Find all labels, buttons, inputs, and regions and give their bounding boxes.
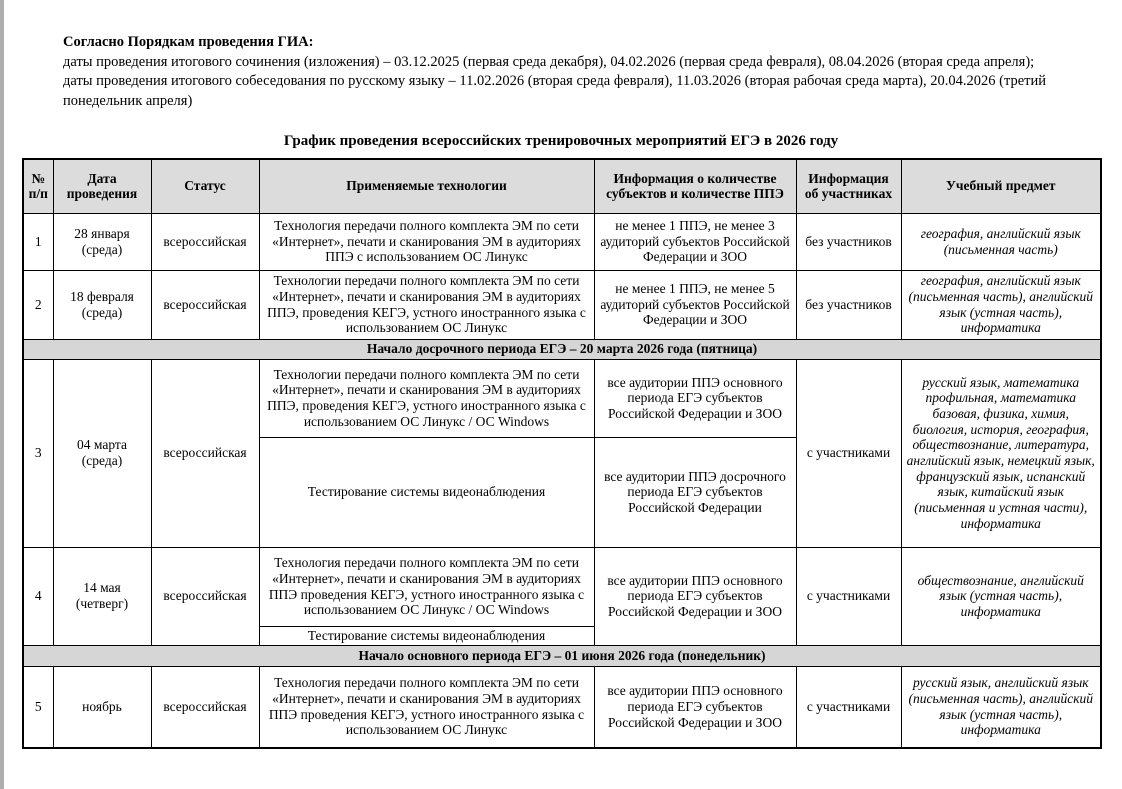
table-title: График проведения всероссийских тренировочных мероприятий ЕГЭ в 2026 году <box>283 133 839 149</box>
col-header-tech: Применяемые технологии <box>259 159 594 213</box>
table-row-3a <box>23 359 1101 437</box>
section-row-early-period <box>23 339 1101 359</box>
row2-date-cell: 18 февраля (среда) <box>53 270 151 339</box>
row2-tech-cell: Технологии передачи полного комплекта ЭМ по сети «Интернет», печати и сканирования ЭМ в аудиториях ППЭ, проведения КЕГЭ, устного иностранного языка с использованием ОС Линукс <box>259 270 594 339</box>
row2-num-cell: 2 <box>23 270 53 339</box>
row3-tech-a-cell: Технологии передачи полного комплекта ЭМ по сети «Интернет», печати и сканирования ЭМ в аудиториях ППЭ, проведения КЕГЭ, устного иностранного языка с использованием ОС Линукс / ОС Windows <box>259 359 594 437</box>
row1-info-cell: не менее 1 ППЭ, не менее 3 аудиторий субъектов Российской Федерации и ЗОО <box>594 213 796 270</box>
row1-participants-cell: без участников <box>796 213 901 270</box>
row3-tech-b-cell: Тестирование системы видеонаблюдения <box>259 437 594 547</box>
row5-subject-cell: русский язык, английский язык (письменная часть), английский язык (устная часть), информатика <box>901 666 1101 748</box>
row4-date-cell: 14 мая (четверг) <box>53 547 151 645</box>
section-early-period-label: Начало досрочного периода ЕГЭ – 20 марта 2026 года (пятница) <box>23 339 1101 359</box>
col-header-info: Информация о количестве субъектов и количестве ППЭ <box>594 159 796 213</box>
row4-participants-cell: с участниками <box>796 547 901 645</box>
table-row-2 <box>23 270 1101 339</box>
row4-subject-cell: обществознание, английский язык (устная часть), информатика <box>901 547 1101 645</box>
intro-paragraph <box>63 33 1085 111</box>
row3-status-cell: всероссийская <box>151 359 259 547</box>
row1-tech-cell: Технология передачи полного комплекта ЭМ по сети «Интернет», печати и сканирования ЭМ в аудиториях ППЭ с использованием ОС Линукс <box>259 213 594 270</box>
row3-info-a-cell: все аудитории ППЭ основного периода ЕГЭ субъектов Российской Федерации и ЗОО <box>594 359 796 437</box>
table-header-row <box>23 159 1101 213</box>
row4-tech-b-cell: Тестирование системы видеонаблюдения <box>259 626 594 645</box>
row3-participants-cell: с участниками <box>796 359 901 547</box>
page-edge <box>0 0 4 789</box>
row1-subject-cell: география, английский язык (письменная часть) <box>901 213 1101 270</box>
col-header-num: № п/п <box>23 159 53 213</box>
row2-info-cell: не менее 1 ППЭ, не менее 5 аудиторий субъектов Российской Федерации и ЗОО <box>594 270 796 339</box>
col-header-status: Статус <box>151 159 259 213</box>
row2-subject-cell: география, английский язык (письменная часть), английский язык (устная часть), информатика <box>901 270 1101 339</box>
intro-line-2: даты проведения итогового собеседования по русскому языку – 11.02.2026 (вторая среда февраля), 11.03.2026 (вторая рабочая среда марта), 20.04.2026 (третий понедельник апреля) <box>63 73 1047 109</box>
row1-num-cell: 1 <box>23 213 53 270</box>
row4-num-cell: 4 <box>23 547 53 645</box>
row3-info-b-cell: все аудитории ППЭ досрочного периода ЕГЭ субъектов Российской Федерации <box>594 437 796 547</box>
row2-status-cell: всероссийская <box>151 270 259 339</box>
table-row-4a <box>23 547 1101 626</box>
col-header-subject: Учебный предмет <box>901 159 1101 213</box>
schedule-table <box>22 158 1102 749</box>
table-row-5 <box>23 666 1101 748</box>
row5-status-cell: всероссийская <box>151 666 259 748</box>
col-header-participants: Информация об участниках <box>796 159 901 213</box>
row3-date-cell: 04 марта (среда) <box>53 359 151 547</box>
section-row-main-period <box>23 645 1101 666</box>
col-header-date: Дата проведения <box>53 159 151 213</box>
row5-participants-cell: с участниками <box>796 666 901 748</box>
row3-subject-cell: русский язык, математика профильная, математика базовая, физика, химия, биология, история, география, обществознание, литература, английский язык, немецкий язык, французский язык, испанский язык, китайский язык (письменная и устная части), информатика <box>901 359 1101 547</box>
row1-status-cell: всероссийская <box>151 213 259 270</box>
section-main-period-label: Начало основного периода ЕГЭ – 01 июня 2026 года (понедельник) <box>23 645 1101 666</box>
row4-info-cell: все аудитории ППЭ основного периода ЕГЭ субъектов Российской Федерации и ЗОО <box>594 547 796 645</box>
row5-tech-cell: Технология передачи полного комплекта ЭМ по сети «Интернет», печати и сканирования ЭМ в аудиториях ППЭ проведения КЕГЭ, устного иностранного языка с использованием ОС Линукс <box>259 666 594 748</box>
row1-date-cell: 28 января (среда) <box>53 213 151 270</box>
intro-line-1: даты проведения итогового сочинения (изложения) – 03.12.2025 (первая среда декабря), 04.02.2026 (первая среда февраля), 08.04.2026 (вторая среда апреля); <box>63 53 1035 70</box>
table-row-1 <box>23 213 1101 270</box>
intro-heading: Согласно Порядкам проведения ГИА: <box>63 34 314 50</box>
row5-num-cell: 5 <box>23 666 53 748</box>
row4-status-cell: всероссийская <box>151 547 259 645</box>
row3-num-cell: 3 <box>23 359 53 547</box>
row4-tech-a-cell: Технология передачи полного комплекта ЭМ по сети «Интернет», печати и сканирования ЭМ в аудиториях ППЭ проведения КЕГЭ, устного иностранного языка с использованием ОС Линукс / ОС Windows <box>259 547 594 626</box>
row5-info-cell: все аудитории ППЭ основного периода ЕГЭ субъектов Российской Федерации и ЗОО <box>594 666 796 748</box>
row2-participants-cell: без участников <box>796 270 901 339</box>
row5-date-cell: ноябрь <box>53 666 151 748</box>
